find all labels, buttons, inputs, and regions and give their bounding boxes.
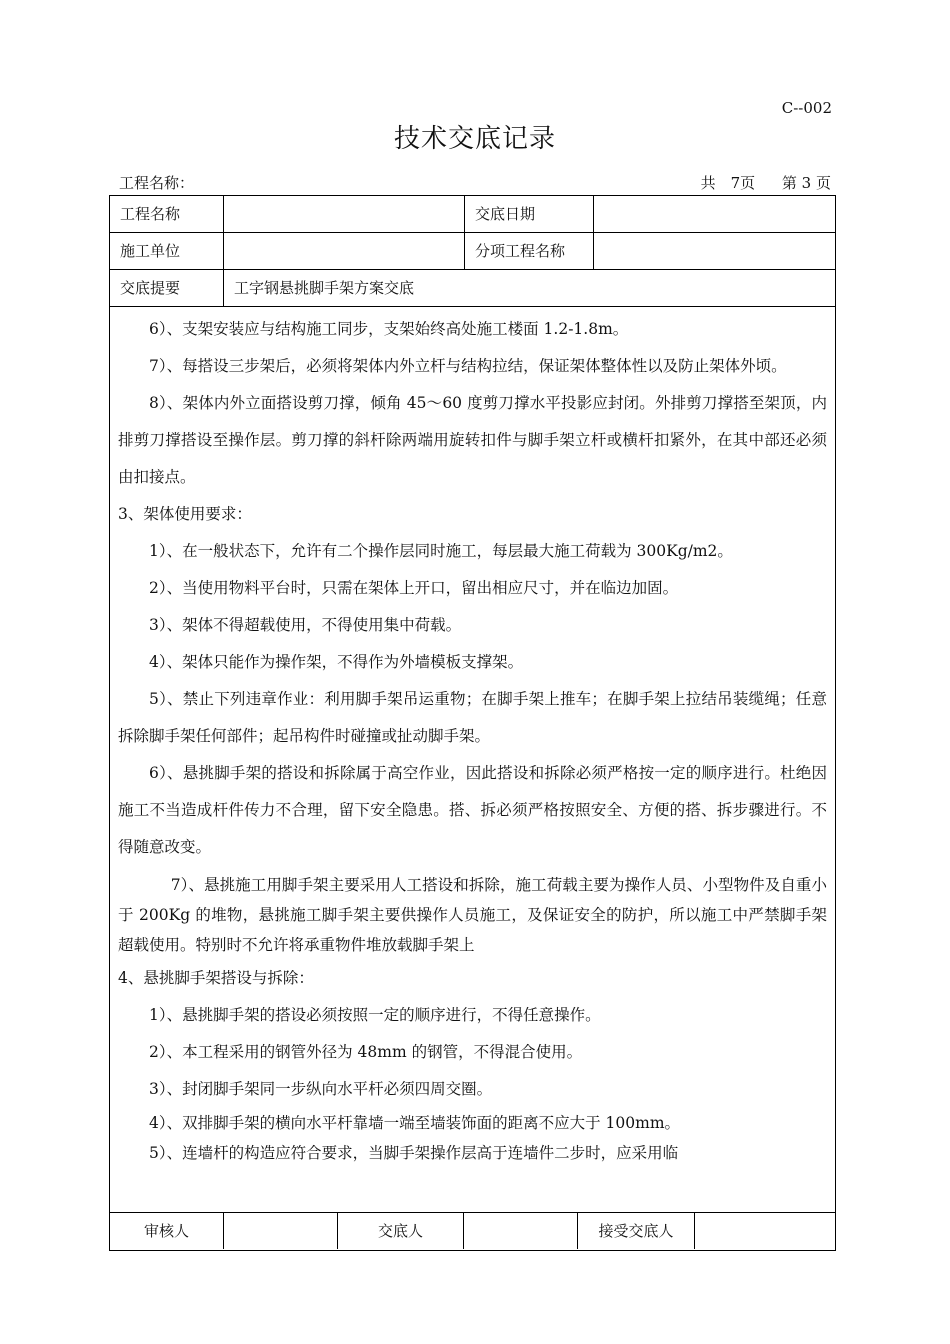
value-disclosure-date [594,196,834,232]
paragraph: 6）、支架安装应与结构施工同步，支架始终高处施工楼面 1.2-1.8m。 [149,320,629,338]
value-project-name [224,196,464,232]
paragraph: 3）、架体不得超载使用，不得使用集中荷载。 [149,616,462,634]
section-heading: 4、悬挑脚手架搭设与拆除： [118,969,314,987]
value-construction-unit [224,233,464,269]
paragraph: 5）、连墙杆的构造应符合要求，当脚手架操作层高于连墙件二步时，应采用临 [149,1144,679,1162]
label-disclosure-date: 交底日期 [475,205,536,223]
paragraph: 5）、禁止下列违章作业：利用脚手架吊运重物；在脚手架上推车；在脚手架上拉结吊装缆绳；任意拆除脚手架任何部件；起吊构件时碰撞或扯动脚手架。 [118,690,827,745]
paragraph: 7）、悬挑施工用脚手架主要采用人工搭设和拆除，施工荷载主要为操作人员、小型物件及自重小于 200Kg 的堆物，悬挑施工脚手架主要供操作人员施工，及保证安全的防护，所以施工中严禁脚手架超载使用。特别时不允许将承重物件堆放载脚手架上 [118,876,827,954]
header-row-2 [110,233,835,270]
paragraph: 1）、在一般状态下，允许有二个操作层同时施工，每层最大施工荷载为 300Kg/m2。 [149,542,733,560]
discloser-value [464,1213,577,1249]
label-project-name: 工程名称 [120,205,181,223]
header-row-3 [110,270,835,307]
paragraph: 2）、本工程采用的钢管外径为 48mm 的钢管，不得混合使用。 [149,1043,583,1061]
paragraph: 8）、架体内外立面搭设剪刀撑，倾角 45～60 度剪刀撑水平投影应封闭。外排剪刀撑搭至架顶，内排剪刀撑搭设至操作层。剪刀撑的斜杆除两端用旋转扣件与脚手架立杆或横杆扣紧外，在其中部还必须由扣接点。 [118,394,827,486]
project-name-label: 工程名称： [119,174,195,192]
paragraph: 4）、架体只能作为操作架，不得作为外墙模板支撑架。 [149,653,524,671]
value-disclosure-summary: 工字钢悬挑脚手架方案交底 [234,279,415,297]
document-title: 技术交底记录 [393,124,556,154]
document-code: C--002 [781,99,832,117]
meta-line [119,172,831,194]
paragraph: 7）、每搭设三步架后，必须将架体内外立杆与结构拉结，保证架体整体性以及防止架体外顷。 [149,357,787,375]
receiver-label: 接受交底人 [598,1222,674,1240]
label-subproject-name: 分项工程名称 [475,242,566,260]
page-total: 共 7页 [700,174,756,192]
receiver-value [695,1213,835,1249]
section-heading: 3、架体使用要求： [118,505,252,523]
paragraph: 6）、悬挑脚手架的搭设和拆除属于高空作业，因此搭设和拆除必须严格按一定的顺序进行。杜绝因施工不当造成杆件传力不合理，留下安全隐患。搭、拆必须严格按照安全、方便的搭、拆步骤进行。不得随意改变。 [118,764,827,856]
label-disclosure-summary: 交底提要 [120,279,181,297]
signature-row [110,1212,835,1250]
disclosure-content [110,307,835,1211]
label-construction-unit: 施工单位 [120,242,181,260]
header-row-1 [110,196,835,233]
reviewer-label: 审核人 [143,1222,189,1240]
page-indicator [691,172,831,193]
page-current: 第 3 页 [781,174,831,192]
paragraph: 4）、双排脚手架的横向水平杆靠墙一端至墙装饰面的距离不应大于 100mm。 [149,1114,681,1132]
reviewer-value [224,1213,337,1249]
discloser-label: 交底人 [377,1222,423,1240]
paragraph: 2）、当使用物料平台时，只需在架体上开口，留出相应尺寸，并在临边加固。 [149,579,679,597]
paragraph: 1）、悬挑脚手架的搭设必须按照一定的顺序进行，不得任意操作。 [149,1006,601,1024]
value-subproject-name [594,233,834,269]
record-sheet [109,195,836,1251]
paragraph: 3）、封闭脚手架同一步纵向水平杆必须四周交圈。 [149,1080,493,1098]
